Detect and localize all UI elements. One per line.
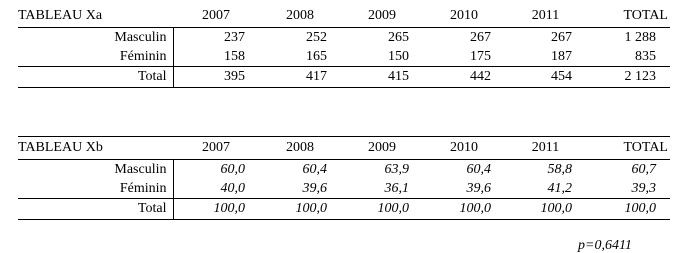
table-cell: 60,0 xyxy=(173,160,259,180)
table-a-col-2010: 2010 xyxy=(423,5,505,28)
table-a xyxy=(18,5,670,88)
table-cell: 267 xyxy=(470,29,491,45)
table-cell: 150 xyxy=(341,47,423,67)
table-b-col-total: TOTAL xyxy=(586,137,670,160)
table-cell: 100,0 xyxy=(173,199,259,220)
table-cell: 265 xyxy=(388,29,409,45)
row-label: Total xyxy=(18,67,173,88)
table-a-row-masculin xyxy=(18,28,670,48)
table-b-col-2009: 2009 xyxy=(341,137,423,160)
table-b xyxy=(18,136,670,220)
table-a-col-2008: 2008 xyxy=(259,5,341,28)
table-a-col-2011: 2011 xyxy=(505,5,586,28)
row-label: Féminin xyxy=(18,47,173,67)
row-label: Total xyxy=(18,199,173,220)
table-cell: 237 xyxy=(173,28,259,48)
table-cell: 60,4 xyxy=(466,161,491,177)
table-b-title: TABLEAU Xb xyxy=(18,137,173,160)
table-a-header-row xyxy=(18,5,670,28)
table-a-row-total xyxy=(18,67,670,88)
table-b-row-feminin xyxy=(18,179,670,199)
table-b-row-total xyxy=(18,199,670,220)
table-cell: 1 288 xyxy=(624,29,656,45)
p-value-note: p=0,6411 xyxy=(578,238,632,253)
table-cell: 39,6 xyxy=(423,179,505,199)
table-cell: 36,1 xyxy=(341,179,423,199)
table-cell: 60,7 xyxy=(631,161,656,177)
table-cell: 175 xyxy=(423,47,505,67)
table-cell: 267 xyxy=(551,29,572,45)
table-b-row-masculin xyxy=(18,160,670,180)
table-cell: 40,0 xyxy=(173,179,259,199)
table-cell: 454 xyxy=(505,67,586,88)
table-b-col-2010: 2010 xyxy=(423,137,505,160)
table-cell: 100,0 xyxy=(586,199,670,220)
table-cell: 100,0 xyxy=(423,199,505,220)
row-label: Féminin xyxy=(18,179,173,199)
table-a-row-feminin xyxy=(18,47,670,67)
table-cell: 39,3 xyxy=(586,179,670,199)
table-b-col-2011: 2011 xyxy=(505,137,586,160)
table-cell: 415 xyxy=(341,67,423,88)
table-b-col-2007: 2007 xyxy=(173,137,259,160)
table-a-col-total: TOTAL xyxy=(586,5,670,28)
row-label: Masculin xyxy=(114,29,167,45)
table-cell: 158 xyxy=(173,47,259,67)
table-cell: 100,0 xyxy=(505,199,586,220)
table-cell: 63,9 xyxy=(384,161,409,177)
table-cell: 395 xyxy=(173,67,259,88)
table-cell: 39,6 xyxy=(259,179,341,199)
table-cell: 2 123 xyxy=(586,67,670,88)
table-a-title: TABLEAU Xa xyxy=(18,5,173,28)
table-cell: 187 xyxy=(505,47,586,67)
table-cell: 100,0 xyxy=(259,199,341,220)
table-cell: 442 xyxy=(423,67,505,88)
table-a-col-2007: 2007 xyxy=(173,5,259,28)
table-cell: 58,8 xyxy=(547,161,572,177)
table-cell: 835 xyxy=(586,47,670,67)
table-cell: 165 xyxy=(259,47,341,67)
table-cell: 100,0 xyxy=(341,199,423,220)
row-label: Masculin xyxy=(114,161,167,177)
table-cell: 417 xyxy=(259,67,341,88)
table-cell: 60,4 xyxy=(302,161,327,177)
table-cell: 252 xyxy=(306,29,327,45)
table-a-col-2009: 2009 xyxy=(341,5,423,28)
table-b-header-row xyxy=(18,137,670,160)
table-b-col-2008: 2008 xyxy=(259,137,341,160)
table-cell: 41,2 xyxy=(505,179,586,199)
